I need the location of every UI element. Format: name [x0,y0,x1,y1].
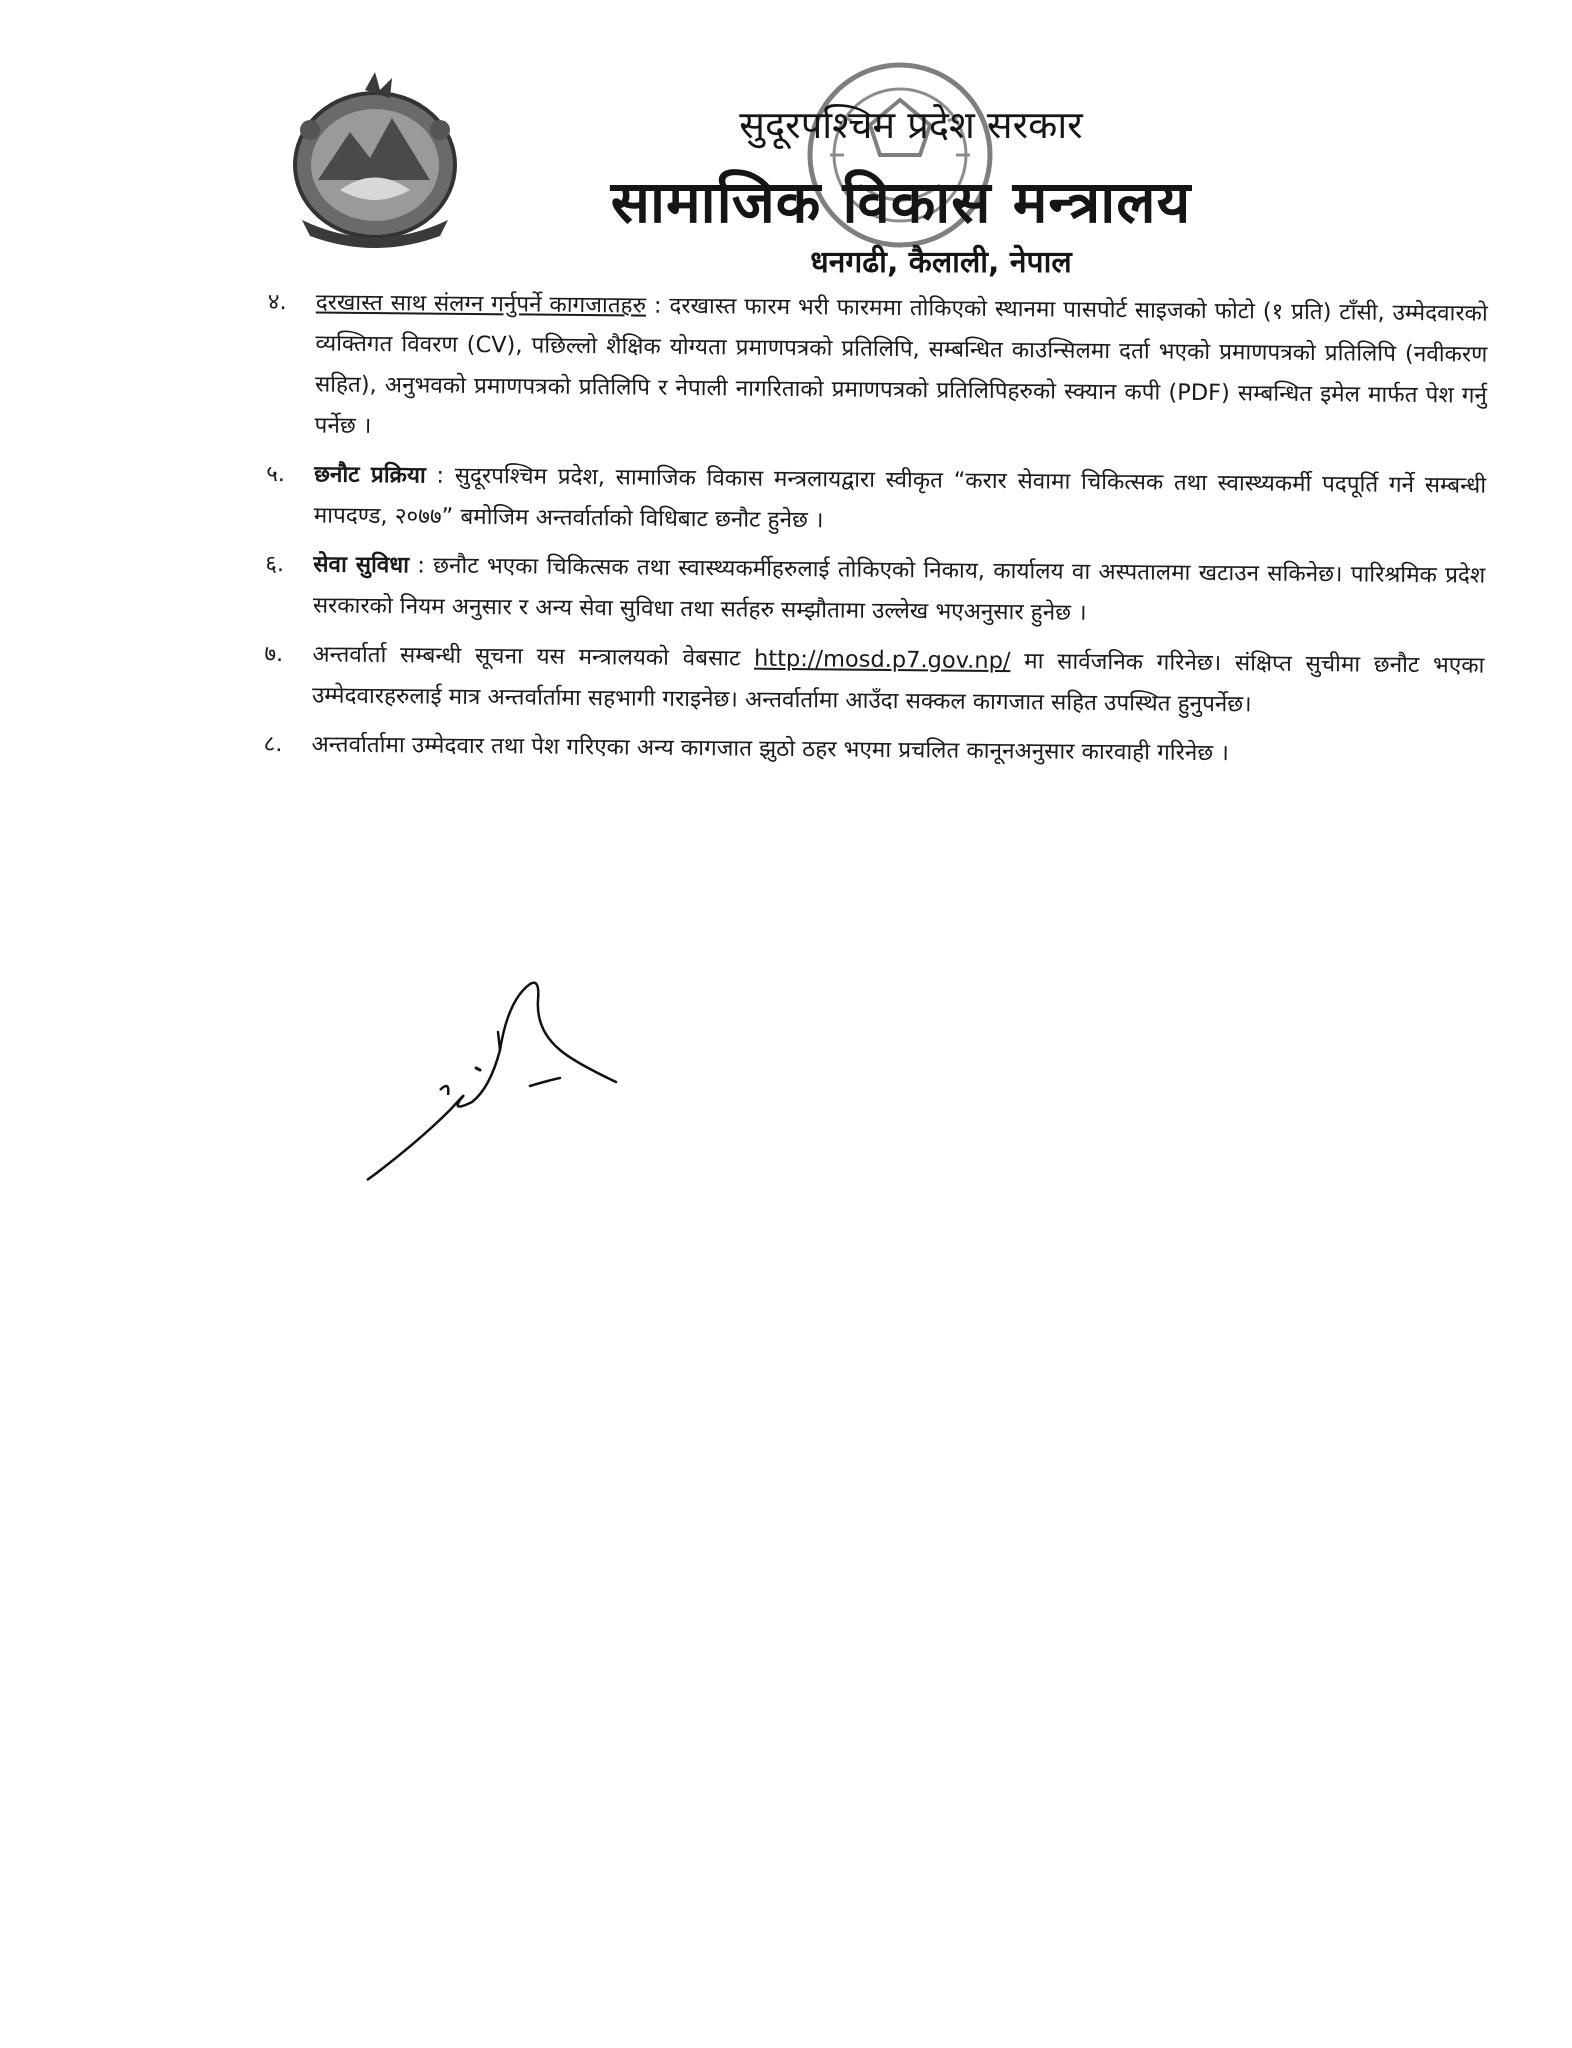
item-text: अन्तर्वार्ता सम्बन्धी सूचना यस मन्त्रालयको वेबसाट [312,641,755,672]
notice-body [263,282,1488,785]
item-text: अन्तर्वार्तामा उम्मेदवार तथा पेश गरिएका अन्य कागजात झुठो ठहर भएमा प्रचलित कानूनअनुसार कारवाही गरिनेछ । [311,731,1229,767]
government-title: सुदूरपश्चिम प्रदेश सरकार [739,103,1083,147]
item-number: ६. [265,550,285,578]
item-heading: सेवा सुविधा [313,551,410,579]
item-number: ८. [263,730,283,758]
item-number: ७. [264,640,284,668]
list-item [266,282,1488,458]
list-item [264,634,1485,728]
item-text: मा सार्वजनिक गरिनेछ। संक्षिप्त सुचीमा छनौट भएका उम्मेदवारहरुलाई मात्र अन्तर्वार्तामा सहभागी गराइनेछ। अन्तर्वार्तामा आउँदा सक्कल कागजात सहित उपस्थित हुनुपर्नेछ। [311,648,1485,718]
item-number: ४. [267,288,287,316]
item-text: : छनौट भएका चिकित्सक तथा स्वास्थ्यकर्मीहरुलाई तोकिएको निकाय, कार्यालय वा अस्पतालमा खटाउन सकिनेछ। पारिश्रमिक प्रदेश सरकारको नियम अनुसार र अन्य सेवा सुविधा तथा सर्तहरु सम्झौतामा उल्लेख भएअनुसार हुनेछ । [312,552,1486,626]
item-number: ५. [266,460,286,488]
office-location: धनगढी, कैलाली, नेपाल [810,245,1072,280]
handwritten-signature [360,970,630,1190]
item-text: : दरखास्त फारम भरी फारममा तोकिएको स्थानमा पासपोर्ट साइजको फोटो (१ प्रति) टाँसी, उम्मेदवारको व्यक्तिगत विवरण (CV), पछिल्लो शैक्षिक योग्यता प्रमाणपत्रको प्रतिलिपि, सम्बन्धित काउन्सिलमा दर्ता भएको प्रमाणपत्रको प्रतिलिपि (नवीकरण सहित), अनुभवको प्रमाणपत्रको प्रतिलिपि र नेपाली नागरिताको प्रमाणपत्रको प्रतिलिपिहरुको स्क्यान कपी (PDF) सम्बन्धित इमेल मार्फत पेश गर्नु पर्नेछ । [314,292,1488,439]
ministry-title: सामाजिक विकास मन्त्रालय [610,168,1192,236]
list-item [263,724,1483,777]
item-text: : सुदूरपश्चिम प्रदेश, सामाजिक विकास मन्त्रलायद्वारा स्वीकृत “करार सेवामा चिकित्सक तथा स्वास्थ्यकर्मी पदपूर्ति गर्ने सम्बन्धी मापदण्ड, २०७७” बमोजिम अन्तर्वार्ताको विधिबाट छनौट हुनेछ । [313,462,1487,534]
website-link[interactable]: http://mosd.p7.gov.np/ [753,645,1011,675]
item-heading: छनौट प्रक्रिया [314,461,426,489]
item-heading: दरखास्त साथ संलग्न गर्नुपर्ने कागजातहरु [315,289,647,319]
list-item [265,544,1486,638]
list-item [266,454,1487,548]
